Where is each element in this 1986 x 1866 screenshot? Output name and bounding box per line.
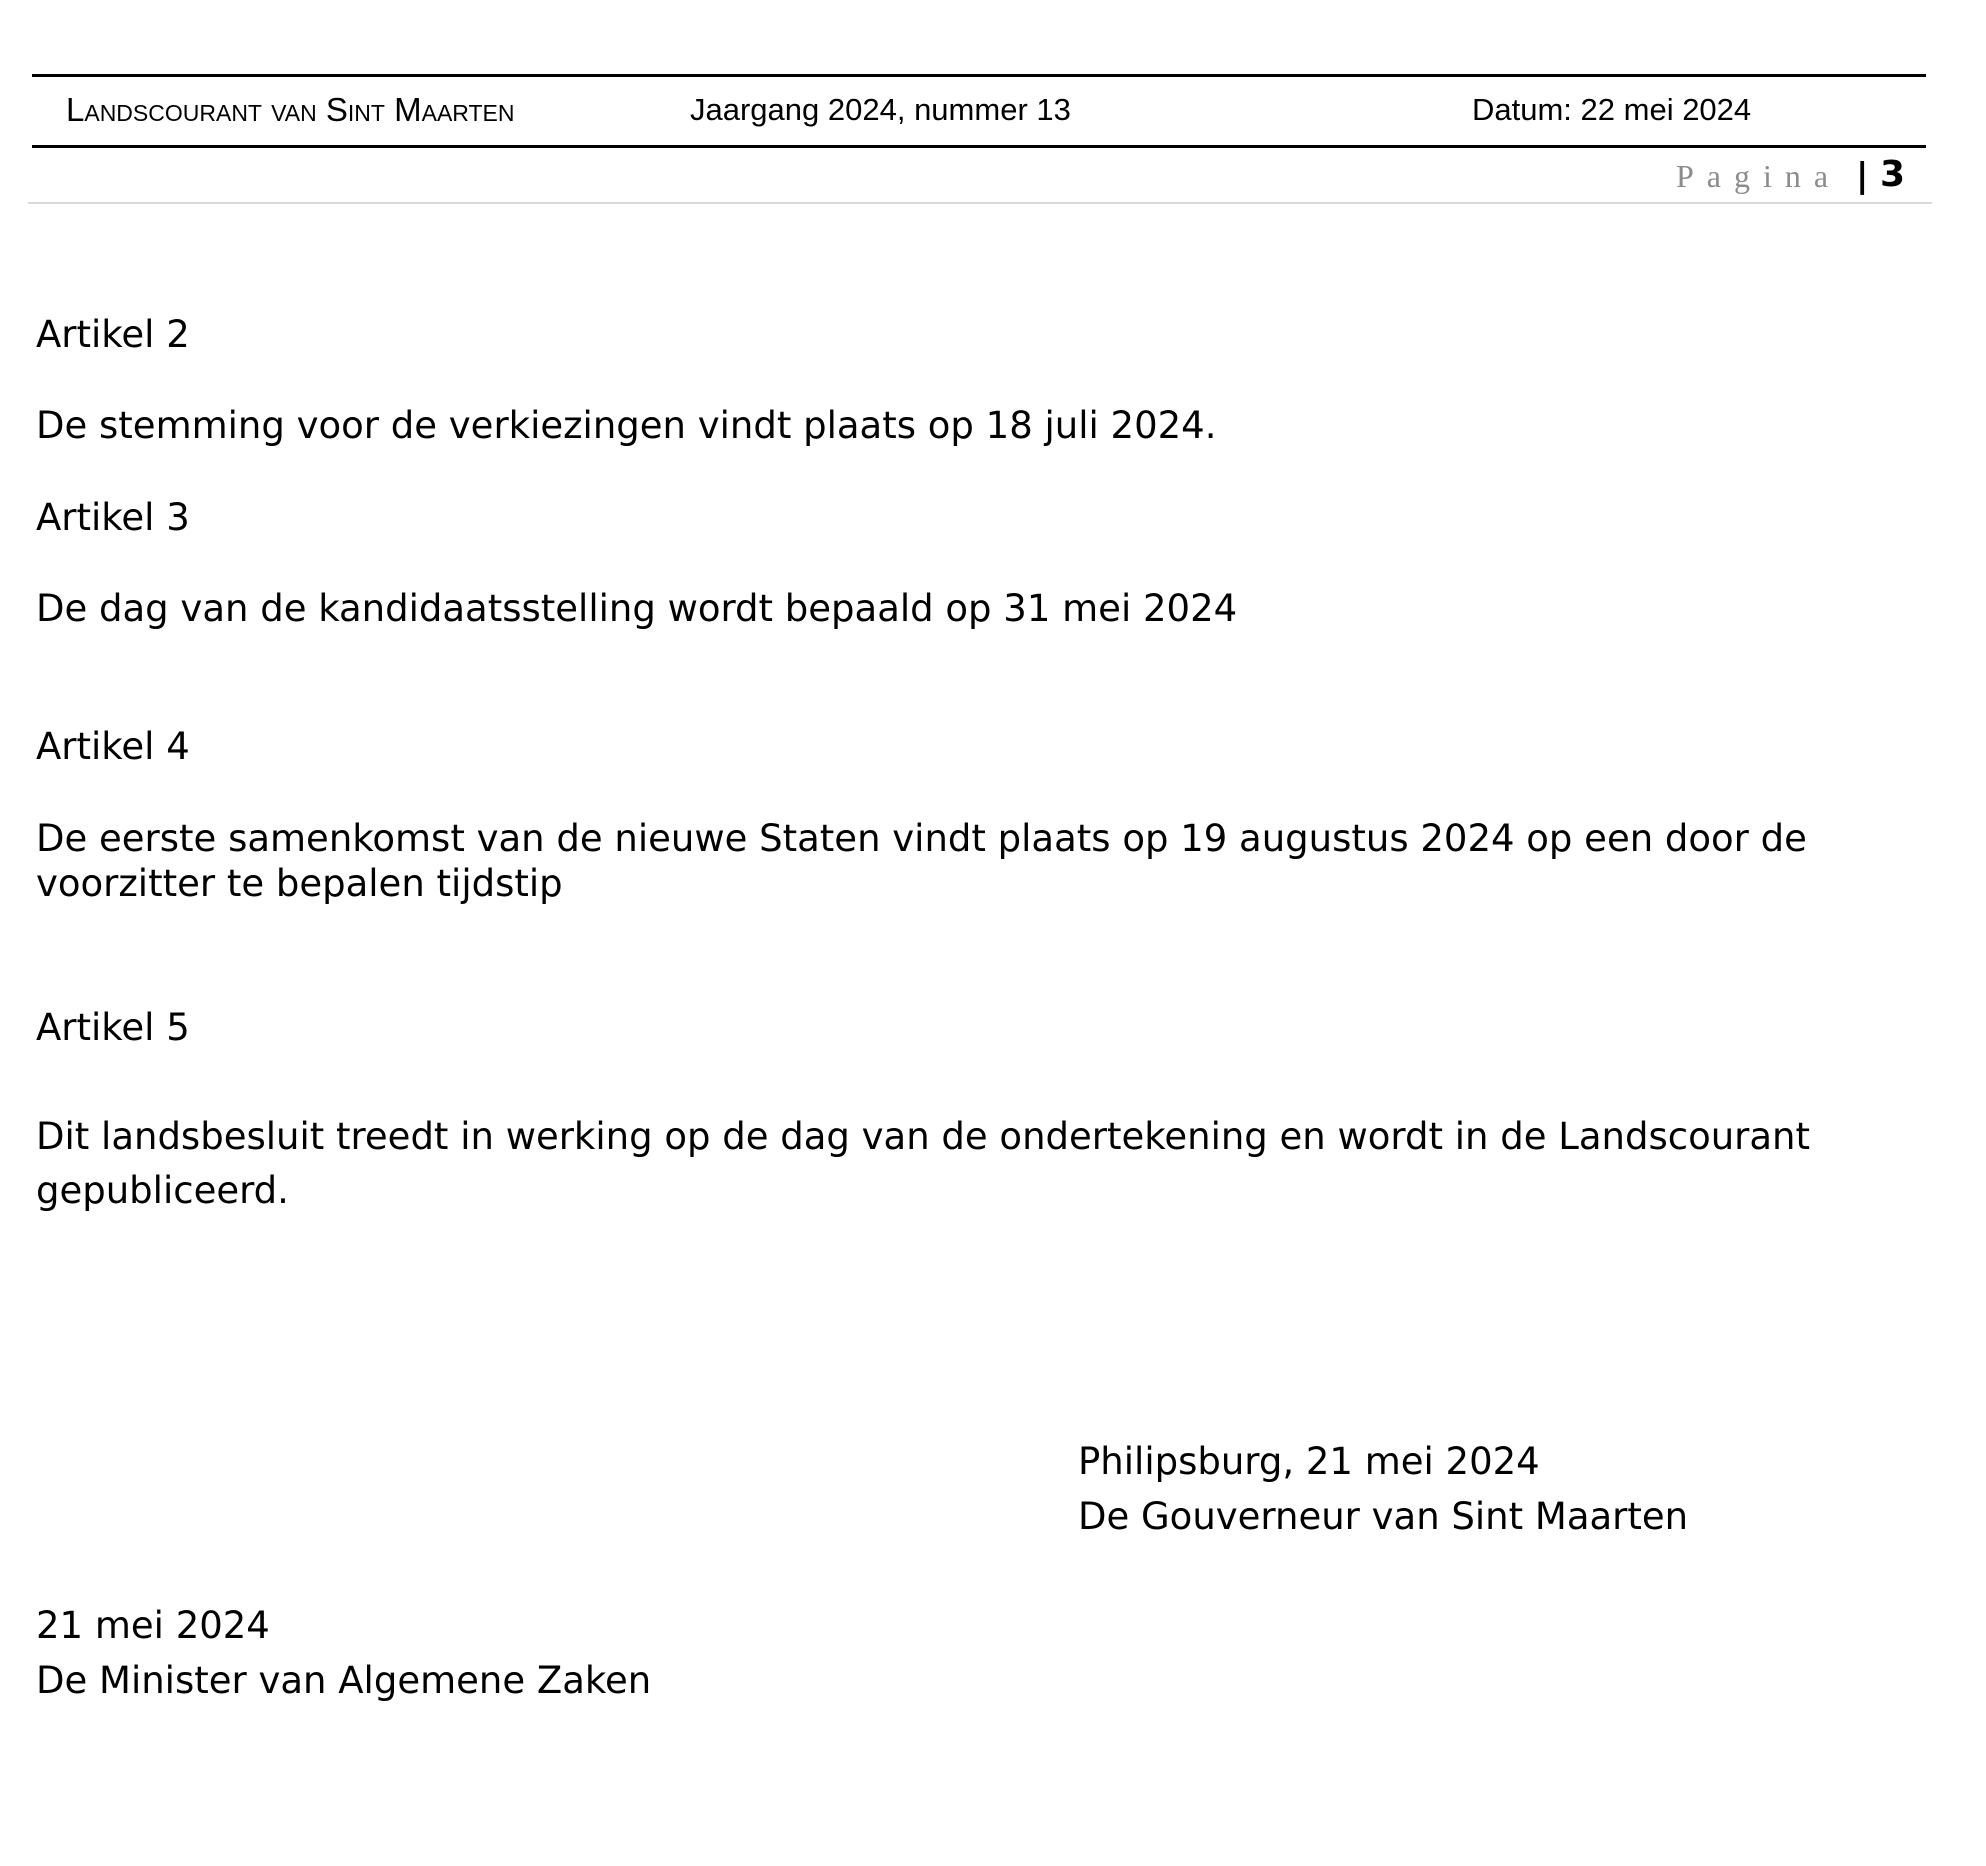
page-separator: | (1856, 156, 1869, 196)
minister-date: 21 mei 2024 (36, 1604, 270, 1647)
article-5-heading: Artikel 5 (36, 1006, 190, 1049)
article-4-heading: Artikel 4 (36, 725, 190, 768)
publication-name: Landscourant van Sint Maarten (66, 91, 515, 128)
article-3-heading: Artikel 3 (36, 496, 190, 539)
page-number: 3 (1880, 154, 1906, 195)
header-bottom-rule (32, 145, 1926, 148)
article-5-line-1: Dit landsbesluit treedt in werking op de dag van de ondertekening en wordt in de Landscourant (36, 1115, 1811, 1158)
article-3-line-1: De dag van de kandidaatsstelling wordt bepaald op 31 mei 2024 (36, 587, 1238, 630)
article-3-text (36, 586, 1237, 631)
governor-place-date: Philipsburg, 21 mei 2024 (1078, 1440, 1540, 1483)
article-2-line-1: De stemming voor de verkiezingen vindt plaats op 18 juli 2024. (36, 404, 1217, 447)
article-4-line-2: voorzitter te bepalen tijdstip (36, 862, 563, 905)
article-2-text (36, 403, 1216, 448)
article-2-heading: Artikel 2 (36, 313, 190, 356)
article-4-text (36, 816, 1807, 906)
article-5-line-2: gepubliceerd. (36, 1169, 289, 1212)
minister-title: De Minister van Algemene Zaken (36, 1659, 652, 1702)
page-label: Pagina (1676, 158, 1842, 194)
header-divider (28, 202, 1932, 204)
publication-date: Datum: 22 mei 2024 (1472, 92, 1752, 127)
volume-issue: Jaargang 2024, nummer 13 (690, 92, 1071, 127)
article-5-text (36, 1110, 1810, 1218)
header-top-rule (32, 74, 1926, 77)
governor-title: De Gouverneur van Sint Maarten (1078, 1495, 1689, 1538)
article-4-line-1: De eerste samenkomst van de nieuwe Staten vindt plaats op 19 augustus 2024 op een door de (36, 817, 1807, 860)
